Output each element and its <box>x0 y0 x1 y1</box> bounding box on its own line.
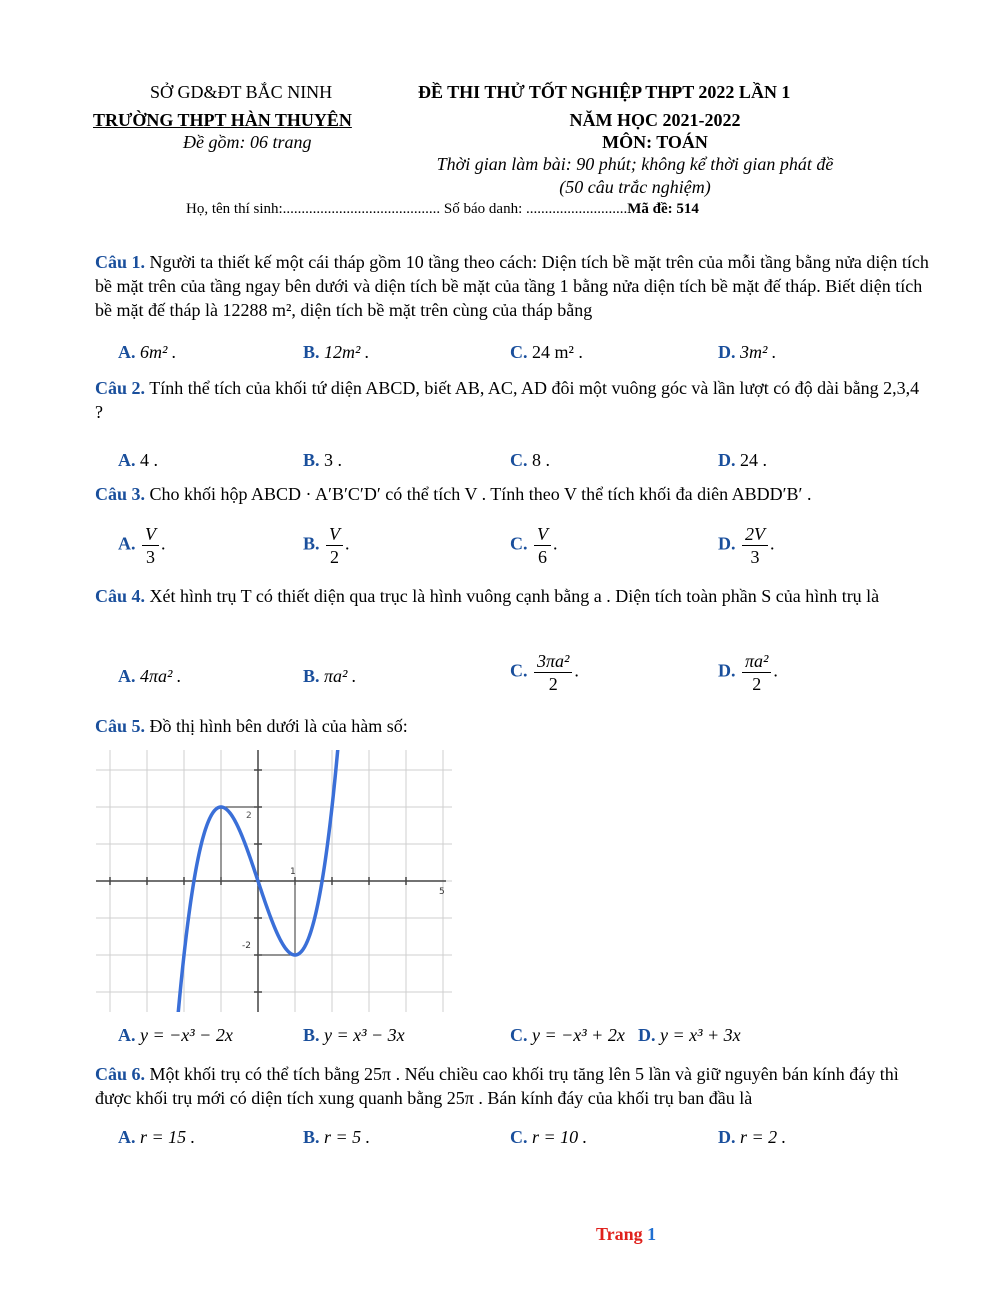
fraction-numerator: V <box>326 523 343 546</box>
page-count: Đề gồm: 06 trang <box>183 132 312 152</box>
option-key: B. <box>303 533 320 554</box>
y-tick-neg2-label: -2 <box>242 941 251 951</box>
question-text: Xét hình trụ T có thiết diện qua trục là hình vuông cạnh bằng a . Diện tích toàn phần S của hình trụ là <box>149 586 880 606</box>
option-a[interactable] <box>118 1127 195 1148</box>
option-value: 8 . <box>532 450 550 470</box>
fraction-numerator: 3πa² <box>534 650 572 673</box>
question-1 <box>95 250 930 322</box>
option-key: B. <box>303 666 320 686</box>
option-value: 6m² . <box>140 342 177 362</box>
option-key: D. <box>718 450 736 470</box>
option-a[interactable] <box>118 450 158 471</box>
question-text: Cho khối hộp ABCD · A′B′C′D′ có thể tích V . Tính theo V thể tích khối đa diên ABDD′B′ . <box>149 484 812 504</box>
option-key: C. <box>510 450 528 470</box>
footer-page-number: 1 <box>647 1224 657 1244</box>
option-b[interactable] <box>303 666 356 687</box>
option-value: 4πa² . <box>140 666 182 686</box>
option-b[interactable] <box>303 450 342 471</box>
option-c[interactable] <box>510 342 583 363</box>
fraction-denominator: 2 <box>548 674 558 694</box>
function-graph <box>96 750 452 1012</box>
option-key: C. <box>510 1025 528 1045</box>
option-value: r = 15 . <box>140 1127 196 1147</box>
option-key: A. <box>118 533 136 554</box>
candidate-line <box>186 201 699 218</box>
dept-name: SỞ GD&ĐT BẮC NINH <box>150 82 333 102</box>
fraction-denominator: 3 <box>146 547 155 567</box>
exam-code: : 514 <box>667 201 699 217</box>
option-value: r = 2 . <box>740 1127 787 1147</box>
option-b[interactable] <box>303 342 369 363</box>
question-text: Tính thể tích của khối tứ diện ABCD, biết AB, AC, AD đôi một vuông góc và lần lượt có độ dài bằng 2,3,4 ? <box>95 378 920 422</box>
fraction-numerator: 2V <box>742 523 768 546</box>
candidate-info: Họ, tên thí sinh:.......................................... Số báo danh: ........................... <box>186 201 628 217</box>
option-a[interactable] <box>118 342 176 363</box>
option-d[interactable]: D. $\frac{2V}{3}$ . <box>718 524 775 567</box>
option-c[interactable]: C. $\frac{\text{3πa²}}{2}$ . <box>510 651 579 694</box>
option-d[interactable]: D. $\frac{\text{πa²}}{2}$ . <box>718 651 778 694</box>
y-tick-2-label: 2 <box>246 811 252 821</box>
option-key: D. <box>718 1127 736 1147</box>
option-value: 24 . <box>740 450 767 470</box>
option-value: y = −x³ − 2x <box>140 1025 233 1045</box>
option-key: D. <box>718 660 736 681</box>
option-key: A. <box>118 450 136 470</box>
option-value: y = −x³ + 2x <box>532 1025 625 1045</box>
question-text: Người ta thiết kế một cái tháp gồm 10 tầng theo cách: Diện tích bề mặt trên của mỗi tầng bằng nửa diện tích bề mặt trên của tầng ngay bên dưới và diện tích bề mặt của tầng 1 bằng nửa diện tích bề mặt đế tháp. Biết diện tích bề mặt đế tháp là 12288 m², diện tích bề mặt trên cùng của tháp bằng <box>95 252 929 320</box>
option-a[interactable] <box>118 666 181 687</box>
option-key: B. <box>303 342 320 362</box>
question-3 <box>95 482 930 506</box>
option-key: D. <box>718 533 736 554</box>
fraction-denominator: 2 <box>752 674 762 694</box>
fraction-denominator: 6 <box>538 547 547 567</box>
question-6 <box>95 1062 930 1110</box>
option-value: 3 . <box>324 450 343 470</box>
option-value: 12m² . <box>324 342 370 362</box>
question-2 <box>95 376 930 424</box>
x-tick-1-label: 1 <box>290 867 296 877</box>
x-tick-5-label: 5 <box>439 887 445 897</box>
option-key: D. <box>638 1025 656 1045</box>
option-key: A. <box>118 1025 136 1045</box>
option-value: 3m² . <box>740 342 777 362</box>
option-key: B. <box>303 450 320 470</box>
footer-word: Trang <box>596 1224 643 1244</box>
fraction-denominator: 2 <box>330 547 340 567</box>
question-5 <box>95 714 930 738</box>
question-label: Câu 5. <box>95 716 146 736</box>
school-name: TRƯỜNG THPT HÀN THUYÊN <box>93 110 352 130</box>
question-label: Câu 3. <box>95 484 146 504</box>
option-value: 4 . <box>140 450 158 470</box>
option-d[interactable] <box>718 342 776 363</box>
option-a[interactable] <box>118 1025 233 1046</box>
fraction-numerator: πa² <box>742 650 771 673</box>
question-label: Câu 6. <box>95 1064 146 1084</box>
option-key: B. <box>303 1025 320 1045</box>
option-key: C. <box>510 1127 528 1147</box>
fraction-denominator: 3 <box>750 547 760 567</box>
option-value: y = x³ − 3x <box>324 1025 405 1045</box>
option-c[interactable] <box>510 1025 625 1046</box>
question-label: Câu 1. <box>95 252 146 272</box>
option-value: r = 5 . <box>324 1127 371 1147</box>
question-text: Một khối trụ có thể tích bằng 25π . Nếu chiều cao khối trụ tăng lên 5 lần và giữ nguyên bán kính đáy thì được khối trụ mới có diện tích xung quanh bằng 25π . Bán kính đáy của khối trụ ban đầu là <box>95 1064 899 1108</box>
option-key: A. <box>118 666 136 686</box>
option-d[interactable] <box>638 1025 741 1046</box>
option-key: D. <box>718 342 736 362</box>
school-year: NĂM HỌC 2021-2022 <box>569 110 741 130</box>
question-4 <box>95 584 930 608</box>
option-key: C. <box>510 342 528 362</box>
option-key: C. <box>510 533 528 554</box>
exam-code-label: Mã đề <box>627 201 668 217</box>
option-value: y = x³ + 3x <box>660 1025 741 1045</box>
option-b[interactable]: B. $\frac{V}{2}$ . <box>303 524 350 567</box>
option-key: B. <box>303 1127 320 1147</box>
exam-title: ĐỀ THI THỬ TỐT NGHIỆP THPT 2022 LẦN 1 <box>418 82 791 102</box>
option-d[interactable] <box>718 1127 786 1148</box>
graph-axes <box>96 750 446 1012</box>
question-text: Đồ thị hình bên dưới là của hàm số: <box>149 716 408 736</box>
time-note: Thời gian làm bài: 90 phút; không kể thời gian phát đề <box>436 154 834 174</box>
question-count: (50 câu trắc nghiệm) <box>559 177 711 197</box>
fraction-numerator: V <box>534 523 551 546</box>
question-label: Câu 4. <box>95 586 146 606</box>
option-b[interactable] <box>303 1025 405 1046</box>
question-label: Câu 2. <box>95 378 146 398</box>
option-b[interactable] <box>303 1127 370 1148</box>
option-key: A. <box>118 342 136 362</box>
page-footer <box>596 1224 656 1245</box>
fraction-numerator: V <box>142 523 159 546</box>
option-a[interactable]: A. $\frac{V}{3}$ . <box>118 524 166 567</box>
option-value: r = 10 . <box>532 1127 588 1147</box>
subject: MÔN: TOÁN <box>602 132 708 152</box>
option-key: A. <box>118 1127 136 1147</box>
option-key: C. <box>510 660 528 681</box>
option-value: πa² . <box>324 666 357 686</box>
option-c[interactable] <box>510 450 550 471</box>
option-c[interactable]: C. $\frac{V}{6}$ . <box>510 524 558 567</box>
option-value: 24 m² . <box>532 342 583 362</box>
option-c[interactable] <box>510 1127 587 1148</box>
option-d[interactable] <box>718 450 767 471</box>
